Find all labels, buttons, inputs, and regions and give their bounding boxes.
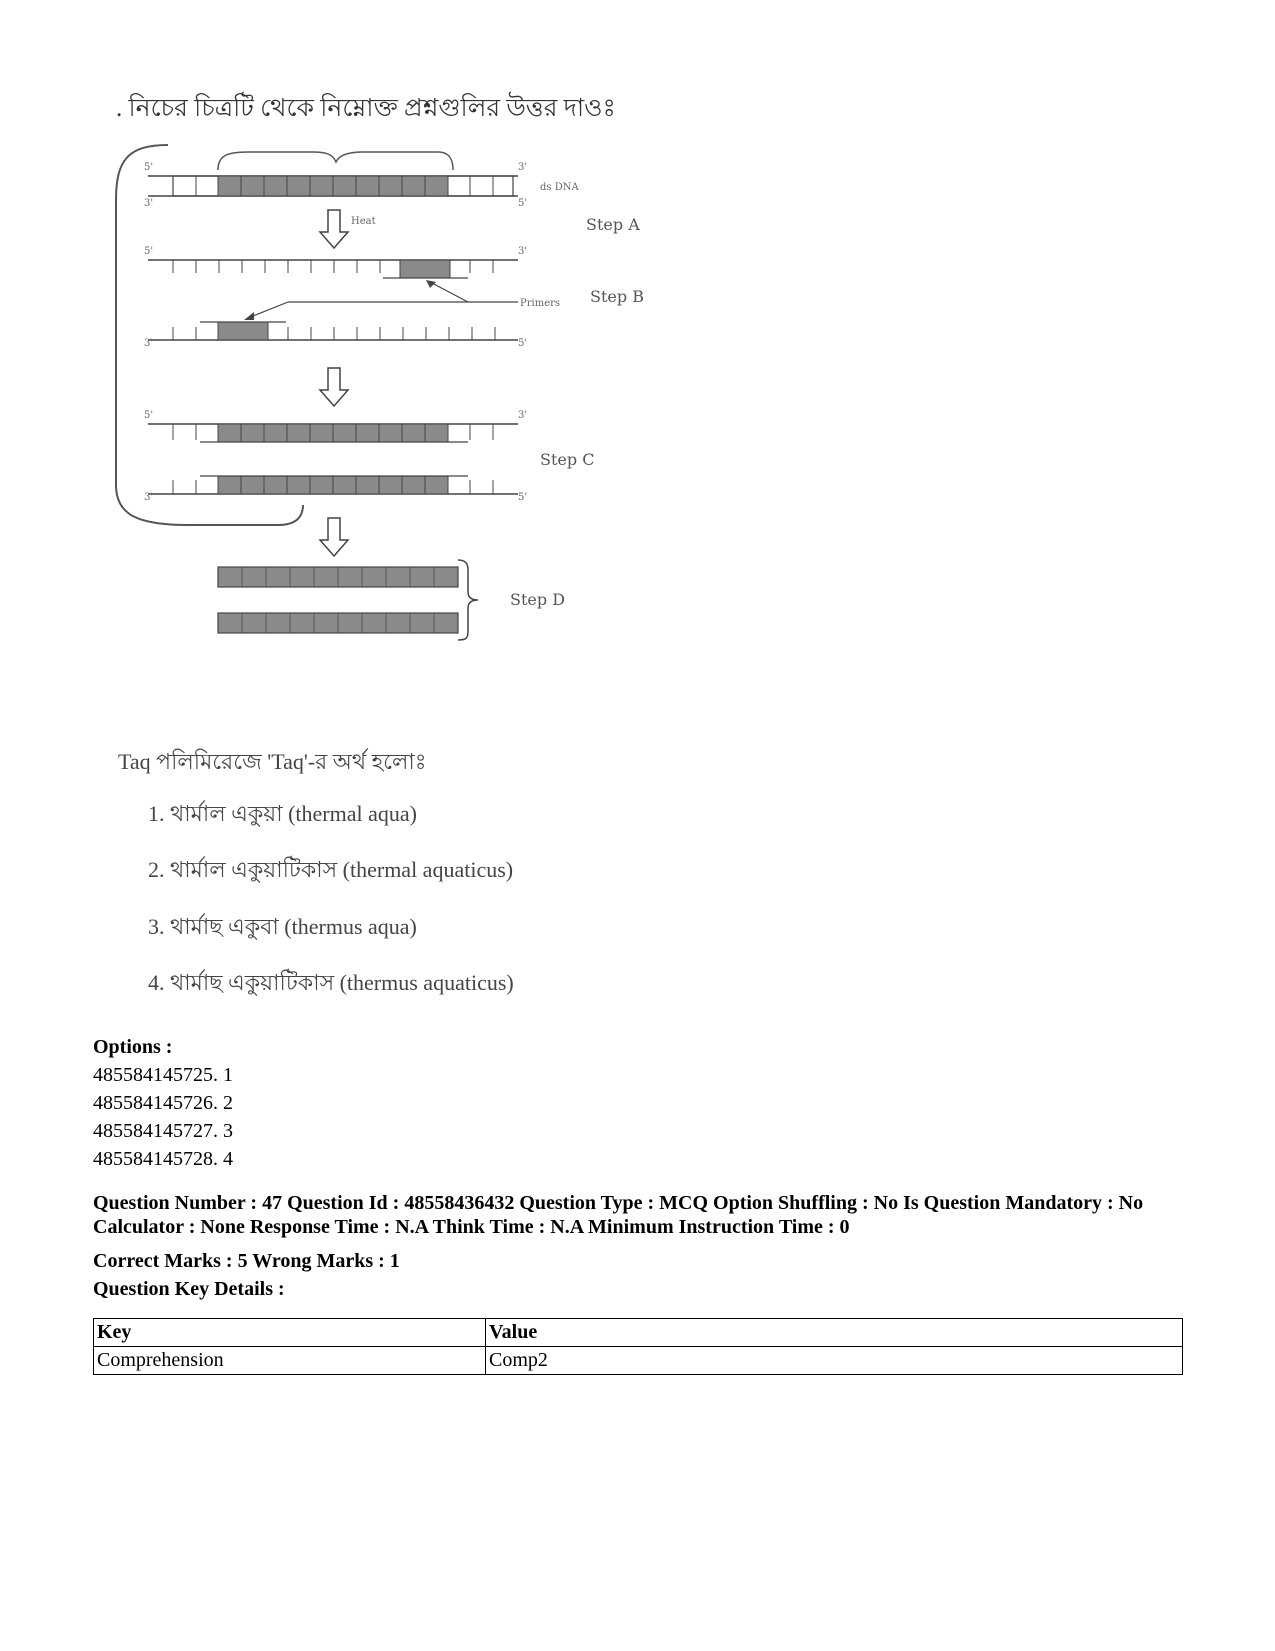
svg-text:3': 3' <box>144 198 154 209</box>
option-item-1: 485584145725. 1 <box>93 1064 233 1086</box>
step-c-label: Step C <box>540 450 595 469</box>
table-row <box>94 1347 1183 1375</box>
heat-arrow <box>320 210 376 248</box>
pcr-diagram <box>108 140 648 650</box>
step-a-dsdna <box>144 162 579 209</box>
svg-text:5': 5' <box>144 162 154 173</box>
svg-text:3': 3' <box>144 492 154 503</box>
svg-text:3': 3' <box>518 246 528 257</box>
svg-text:5': 5' <box>518 338 528 349</box>
svg-text:Primers: Primers <box>520 298 561 309</box>
question-choice-2: 2. থার্মাল একুয়াটিকাস (thermal aquaticus) <box>148 857 514 882</box>
svg-text:ds DNA: ds DNA <box>540 182 579 193</box>
step-a-label: Step A <box>586 215 640 234</box>
svg-text:5': 5' <box>144 410 154 421</box>
table-cell-key: Comprehension <box>94 1347 486 1375</box>
question-choice-3: 3. থার্মাছ একুবা (thermus aqua) <box>148 914 417 939</box>
svg-text:3': 3' <box>518 410 528 421</box>
question-heading: . নিচের চিত্রটি থেকে নিম্নোক্ত প্রশ্নগুলির উত্তর দাওঃ <box>116 95 616 122</box>
step-d-duplexes <box>218 560 478 640</box>
option-item-3: 485584145727. 3 <box>93 1120 233 1142</box>
question-text: Taq পলিমিরেজে 'Taq'-র অর্থ হলোঃ <box>118 749 427 774</box>
key-details-title: Question Key Details : <box>93 1278 285 1300</box>
step-b-label: Step B <box>590 287 644 306</box>
key-details-table <box>93 1318 1183 1375</box>
svg-text:5': 5' <box>518 492 528 503</box>
question-meta: Question Number : 47 Question Id : 48558436432 Question Type : MCQ Option Shuffling : No Is Question Mandatory : No Calculator : None Response Time : N.A Think Time : N.A Minimum Instruction Time : 0 <box>93 1192 1144 1238</box>
table-header-value: Value <box>486 1319 1183 1347</box>
svg-text:3': 3' <box>518 162 528 173</box>
question-choice-1: 1. থার্মাল একুয়া (thermal aqua) <box>148 801 417 826</box>
step-d-label: Step D <box>510 590 566 609</box>
step-c-strands <box>144 410 527 503</box>
svg-text:3': 3' <box>144 338 154 349</box>
table-header-row <box>94 1319 1183 1347</box>
svg-text:5': 5' <box>518 198 528 209</box>
table-cell-value: Comp2 <box>486 1347 1183 1375</box>
svg-text:Heat: Heat <box>351 216 376 227</box>
question-choice-4: 4. থার্মাছ একুয়াটিকাস (thermus aquaticus) <box>148 970 514 995</box>
table-header-key: Key <box>94 1319 486 1347</box>
options-title: Options : <box>93 1036 173 1058</box>
marks-line: Correct Marks : 5 Wrong Marks : 1 <box>93 1250 400 1272</box>
svg-text:5': 5' <box>144 246 154 257</box>
option-item-2: 485584145726. 2 <box>93 1092 233 1114</box>
option-item-4: 485584145728. 4 <box>93 1148 233 1170</box>
step-b-strands <box>144 246 560 349</box>
